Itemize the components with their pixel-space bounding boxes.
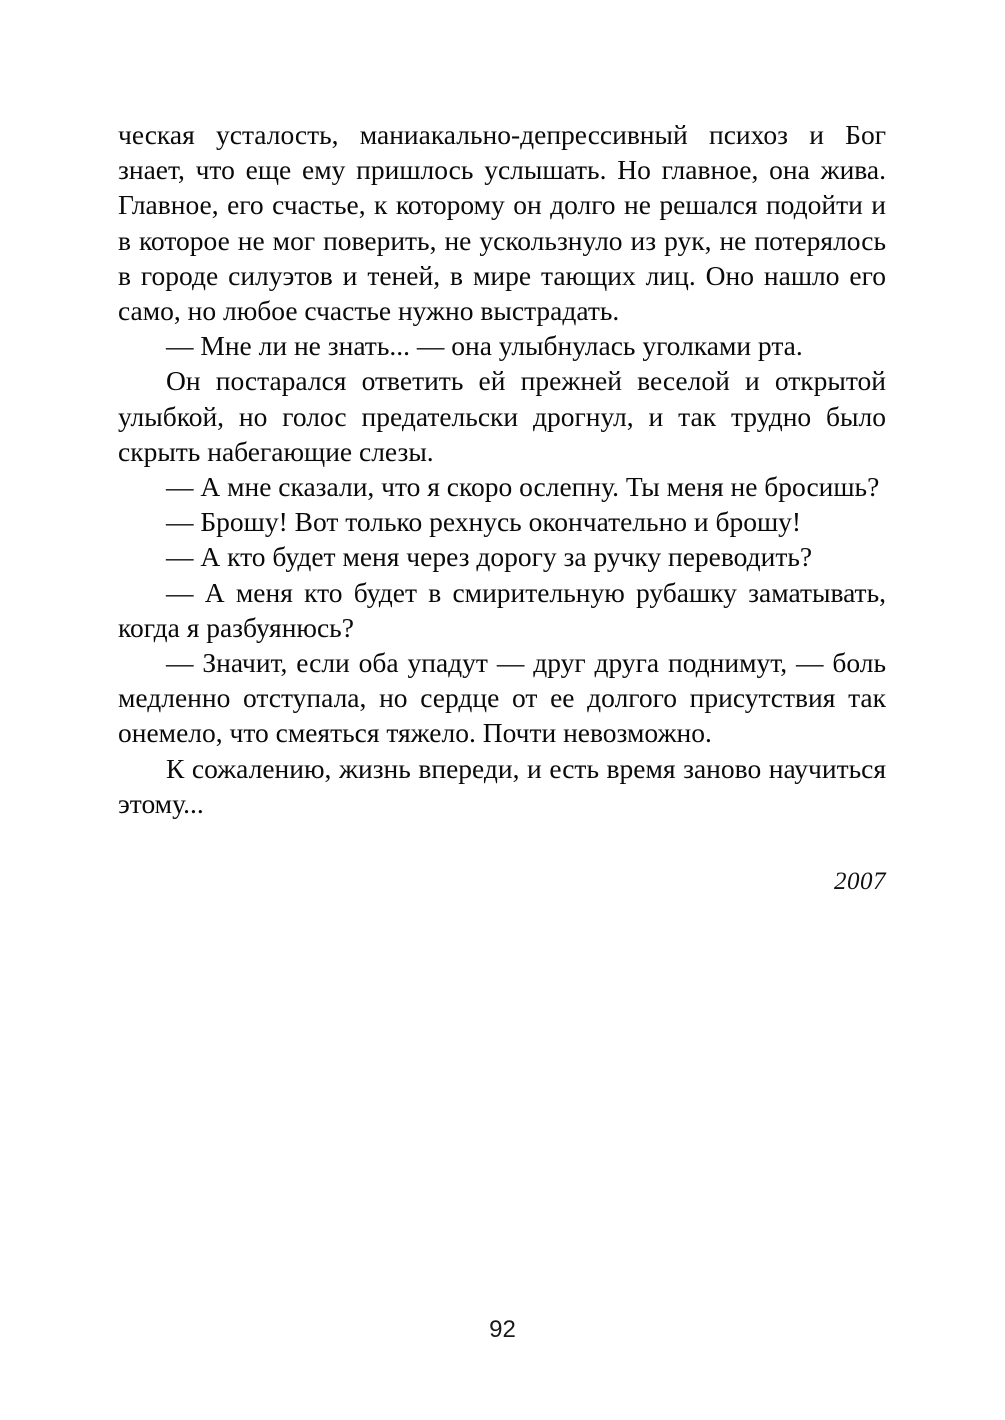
paragraph: — А мне сказали, что я скоро ослепну. Ты меня не бросишь? — [166, 471, 880, 503]
dateline-year: 2007 — [834, 868, 886, 895]
body-text-block — [118, 117, 886, 821]
paragraph: К сожалению, жизнь впереди, и есть время заново научиться этому... — [118, 752, 886, 819]
paragraph: Он постарался ответить ей прежней веселой и открытой улыбкой, но голос предательски дрогнул, и так трудно было скрыть набегающие слезы. — [118, 365, 886, 467]
paragraph: — Мне ли не знать... — она улыбнулась уголками рта. — [166, 330, 803, 362]
paragraph: — А кто будет меня через дорогу за ручку переводить? — [166, 541, 813, 573]
page-number: 92 — [489, 1316, 516, 1343]
paragraph: ческая усталость, маниакально-депрессивный психоз и Бог знает, что еще ему пришлось услышать. Но главное, она жива. Главное, его счастье, к которому он долго не решался подойти и в которое не мог поверить, не ускользнуло из рук, не потерялось в городе силуэтов и теней, в мире тающих лиц. Оно нашло его само, но любое счастье нужно выстрадать. — [118, 119, 886, 327]
paragraph: — Значит, если оба упадут — друг друга поднимут, — боль медленно отступала, но сердце от ее долгого присутствия так онемело, что смеяться тяжело. Почти невозможно. — [118, 647, 886, 749]
paragraph: — Брошу! Вот только рехнусь окончательно и брошу! — [166, 506, 802, 538]
paragraph: — А меня кто будет в смирительную рубашку заматывать, когда я разбуянюсь? — [118, 576, 886, 643]
